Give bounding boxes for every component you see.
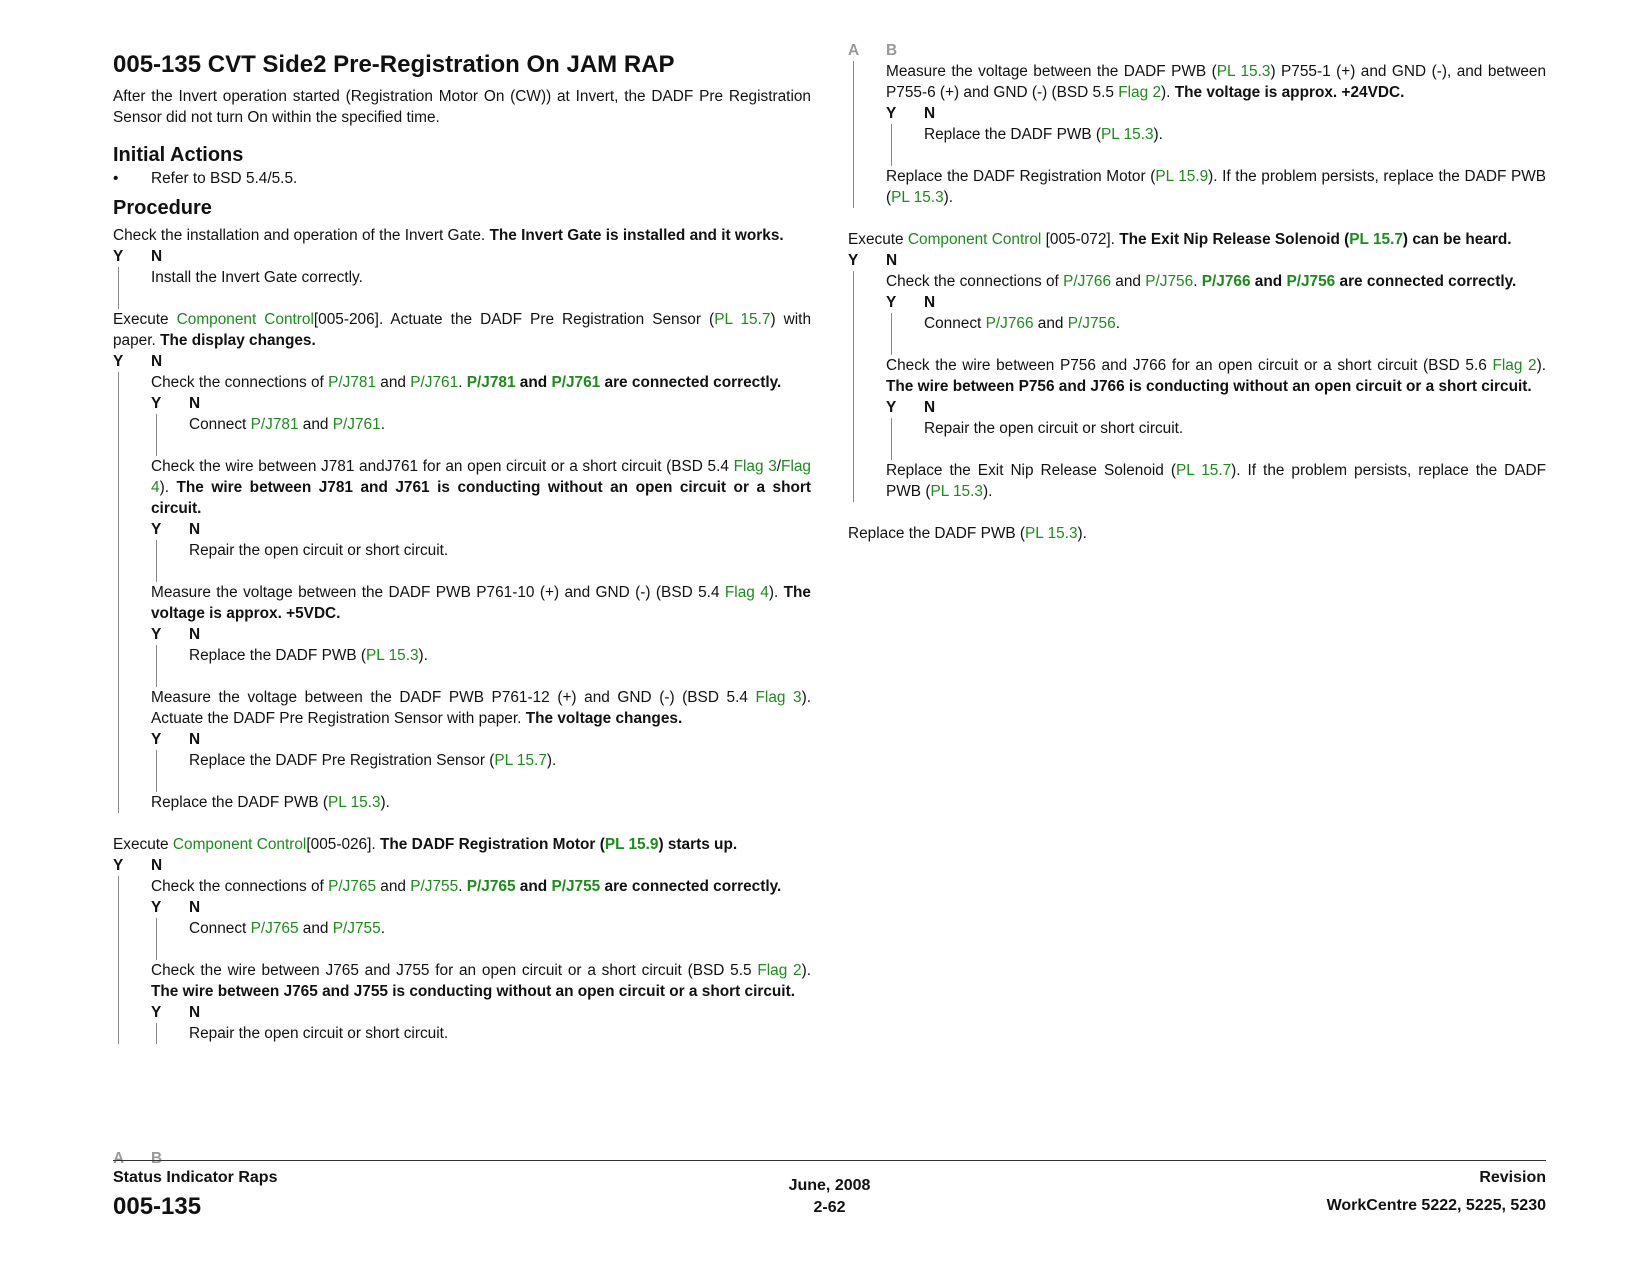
flag-link[interactable]: Flag 2 bbox=[1118, 84, 1162, 101]
flag-link[interactable]: Flag 3 bbox=[755, 689, 802, 706]
yes-no-header: Y N bbox=[848, 252, 898, 269]
no-branch: Replace the DADF Pre Registration Sensor (PL 15.7). bbox=[156, 750, 811, 792]
yes-no-header: Y N bbox=[886, 399, 936, 416]
intro-text: After the Invert operation started (Registration Motor On (CW)) at Invert, the DADF Pre Registration Sensor did not turn On within the specified time. bbox=[113, 88, 811, 126]
check-wire-765-755: Check the wire between J765 and J755 for an open circuit or a short circuit (BSD 5.5 Flag 2). The wire between J765 and J755 is conducting without an open circuit or a short circuit. bbox=[151, 962, 811, 1000]
flag-link[interactable]: Flag 2 bbox=[1492, 357, 1537, 374]
continuation-labels-top: A B bbox=[848, 42, 898, 59]
yes-no-header: Y N bbox=[113, 353, 163, 370]
pl-link[interactable]: PL 15.3 bbox=[930, 483, 983, 500]
yes-no-header: Y N bbox=[151, 1004, 201, 1021]
check-wire-756-766: Check the wire between P756 and J766 for an open circuit or a short circuit (BSD 5.6 Flag 2). The wire between P756 and J766 is conducting without an open circuit or a short circuit. bbox=[886, 357, 1546, 395]
no-branch: Repair the open circuit or short circuit. bbox=[891, 418, 1546, 460]
flag-link[interactable]: Flag 2 bbox=[757, 962, 802, 979]
rap-code: 005-135 bbox=[113, 1193, 202, 1220]
check-connections-765: Check the connections of P/J765 and P/J755. P/J765 and P/J755 are connected correctly. bbox=[151, 878, 782, 895]
no-branch: Connect P/J765 and P/J755. bbox=[156, 918, 811, 960]
no-branch bbox=[118, 372, 811, 813]
page-number: 2-62 bbox=[813, 1199, 846, 1216]
yes-no-header: Y N bbox=[151, 731, 201, 748]
connector-link[interactable]: P/J765 bbox=[466, 878, 516, 895]
replace-dadf-pwb: Replace the DADF PWB (PL 15.3). bbox=[151, 794, 390, 811]
pl-link[interactable]: PL 15.3 bbox=[328, 794, 381, 811]
yes-no-header: Y N bbox=[151, 395, 201, 412]
step-registration-motor: Execute Component Control[005-026]. The DADF Registration Motor (PL 15.9) starts up. bbox=[113, 836, 738, 853]
section-name: Status Indicator Raps bbox=[113, 1169, 278, 1186]
connector-link[interactable]: P/J755 bbox=[551, 878, 601, 895]
connector-link[interactable]: P/J756 bbox=[1067, 315, 1116, 332]
measure-p755: Measure the voltage between the DADF PWB (PL 15.3) P755-1 (+) and GND (-), and between P755-6 (+) and GND (-) (BSD 5.5 Flag 2). The voltage is approx. +24VDC. bbox=[886, 63, 1547, 101]
pl-link[interactable]: PL 15.9 bbox=[1155, 168, 1209, 185]
connector-link[interactable]: P/J781 bbox=[250, 416, 299, 433]
yes-no-header: Y N bbox=[151, 626, 201, 643]
connector-link[interactable]: P/J766 bbox=[1063, 273, 1112, 290]
no-branch: Connect P/J766 and P/J756. bbox=[891, 313, 1546, 355]
connector-link[interactable]: P/J761 bbox=[332, 416, 381, 433]
pl-link[interactable]: PL 15.7 bbox=[494, 752, 547, 769]
page-title: 005-135 CVT Side2 Pre-Registration On JAM RAP bbox=[113, 51, 675, 78]
component-control-link[interactable]: Component Control bbox=[176, 311, 314, 328]
pl-link[interactable]: PL 15.3 bbox=[891, 189, 944, 206]
yes-no-header: Y N bbox=[151, 899, 201, 916]
no-branch: Install the Invert Gate correctly. bbox=[118, 267, 811, 309]
no-branch: Repair the open circuit or short circuit. bbox=[156, 1023, 811, 1044]
final-replace-dadf-pwb: Replace the DADF PWB (PL 15.3). bbox=[848, 525, 1087, 542]
no-branch: Replace the DADF PWB (PL 15.3). bbox=[891, 124, 1546, 166]
bullet-glyph: • bbox=[113, 170, 119, 187]
initial-actions-heading: Initial Actions bbox=[113, 144, 244, 166]
replace-exit-nip-solenoid: Replace the Exit Nip Release Solenoid (PL 15.7). If the problem persists, replace the DADF PWB (PL 15.3). bbox=[886, 462, 1547, 500]
no-branch: Connect P/J781 and P/J761. bbox=[156, 414, 811, 456]
no-branch bbox=[853, 271, 1546, 502]
initial-actions-item: • Refer to BSD 5.4/5.5. bbox=[113, 170, 298, 187]
connector-link[interactable]: P/J756 bbox=[1286, 273, 1336, 290]
right-column bbox=[848, 40, 1546, 544]
continued-branch bbox=[853, 61, 1546, 208]
pl-link[interactable]: PL 15.9 bbox=[604, 836, 659, 853]
connector-link[interactable]: P/J765 bbox=[250, 920, 299, 937]
connector-link[interactable]: P/J761 bbox=[551, 374, 601, 391]
connector-link[interactable]: P/J756 bbox=[1145, 273, 1194, 290]
pl-link[interactable]: PL 15.7 bbox=[1175, 462, 1232, 479]
connector-link[interactable]: P/J761 bbox=[410, 374, 459, 391]
step-exit-nip-solenoid: Execute Component Control [005-072]. The Exit Nip Release Solenoid (PL 15.7) can be heard. bbox=[848, 231, 1512, 248]
revision-label: Revision bbox=[1479, 1169, 1546, 1186]
no-branch bbox=[118, 876, 811, 1044]
page-footer bbox=[113, 1160, 1546, 1220]
replace-registration-motor: Replace the DADF Registration Motor (PL 15.9). If the problem persists, replace the DADF PWB (PL 15.3). bbox=[886, 168, 1547, 206]
connector-link[interactable]: P/J766 bbox=[1201, 273, 1251, 290]
connector-link[interactable]: P/J781 bbox=[328, 374, 377, 391]
step-pre-reg-sensor: Execute Component Control[005-206]. Actuate the DADF Pre Registration Sensor (PL 15.7) with paper. The display changes. bbox=[113, 311, 811, 349]
measure-p761-12: Measure the voltage between the DADF PWB P761-12 (+) and GND (-) (BSD 5.4 Flag 3). Actuate the DADF Pre Registration Sensor with paper. The voltage changes. bbox=[151, 689, 811, 727]
check-connections-766: Check the connections of P/J766 and P/J756. P/J766 and P/J756 are connected correctly. bbox=[886, 273, 1517, 290]
yes-no-header: Y N bbox=[113, 248, 163, 265]
connector-link[interactable]: P/J781 bbox=[466, 374, 516, 391]
component-control-link[interactable]: Component Control bbox=[907, 231, 1042, 248]
connector-link[interactable]: P/J765 bbox=[328, 878, 377, 895]
flag-link[interactable]: Flag 4 bbox=[724, 584, 769, 601]
yes-no-header: Y N bbox=[886, 294, 936, 311]
connector-link[interactable]: P/J755 bbox=[332, 920, 381, 937]
pl-link[interactable]: PL 15.3 bbox=[1025, 525, 1078, 542]
continuation-labels-bottom: A B bbox=[113, 1150, 163, 1167]
publication-date: June, 2008 bbox=[788, 1177, 871, 1194]
pl-link[interactable]: PL 15.3 bbox=[1101, 126, 1154, 143]
left-column bbox=[113, 50, 811, 1044]
check-wire-781-761: Check the wire between J781 andJ761 for an open circuit or a short circuit (BSD 5.4 Flag 3/Flag 4). The wire between J781 and J761 is conducting without an open circuit or a short circuit. bbox=[151, 458, 811, 517]
pl-link[interactable]: PL 15.7 bbox=[714, 311, 771, 328]
product-models: WorkCentre 5222, 5225, 5230 bbox=[1326, 1197, 1546, 1214]
yes-no-header: Y N bbox=[151, 521, 201, 538]
pl-link[interactable]: PL 15.3 bbox=[366, 647, 419, 664]
footer-right bbox=[1327, 1169, 1546, 1215]
no-branch: Repair the open circuit or short circuit. bbox=[156, 540, 811, 582]
yes-no-header: Y N bbox=[113, 857, 163, 874]
connector-link[interactable]: P/J766 bbox=[985, 315, 1034, 332]
flag-link[interactable]: Flag 4 bbox=[151, 458, 811, 496]
connector-link[interactable]: P/J755 bbox=[410, 878, 459, 895]
component-control-link[interactable]: Component Control bbox=[172, 836, 307, 853]
pl-link[interactable]: PL 15.7 bbox=[1349, 231, 1403, 248]
check-connections-781: Check the connections of P/J781 and P/J761. P/J781 and P/J761 are connected correctly. bbox=[151, 374, 782, 391]
procedure-heading: Procedure bbox=[113, 197, 212, 219]
no-branch: Replace the DADF PWB (PL 15.3). bbox=[156, 645, 811, 687]
measure-p761-10: Measure the voltage between the DADF PWB P761-10 (+) and GND (-) (BSD 5.4 Flag 4). The voltage is approx. +5VDC. bbox=[151, 584, 811, 622]
pl-link[interactable]: PL 15.3 bbox=[1216, 63, 1271, 80]
yes-no-header: Y N bbox=[886, 105, 936, 122]
flag-link[interactable]: Flag 3 bbox=[733, 458, 777, 475]
step-invert-gate: Check the installation and operation of the Invert Gate. The Invert Gate is installed and it works. bbox=[113, 227, 784, 244]
